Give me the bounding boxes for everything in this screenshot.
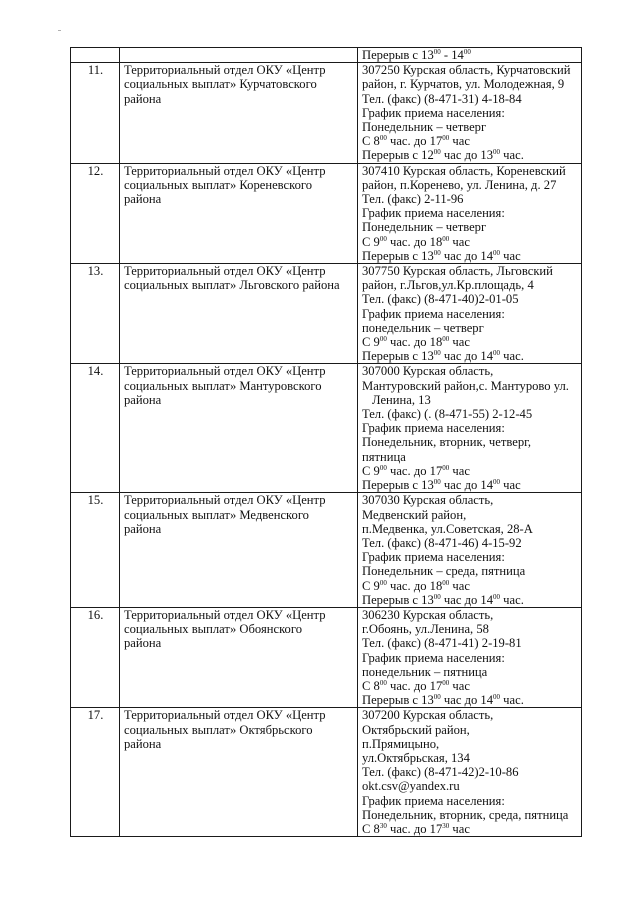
address-line: 307410 Курская область, Кореневский xyxy=(362,163,566,178)
office-name xyxy=(120,493,358,608)
hours-to-sup: 00 xyxy=(442,234,450,243)
cell-num xyxy=(71,48,120,63)
schedule-days: Понедельник, вторник, среда, пятница xyxy=(362,807,569,822)
schedule-title: График приема населения: xyxy=(362,550,505,565)
address-line: 307200 Курская область, xyxy=(362,708,494,723)
hours-mid: час. до 18 xyxy=(386,335,443,350)
office-name-line: социальных выплат» Обоянского xyxy=(124,622,302,637)
office-name-line: района xyxy=(124,736,162,751)
office-info xyxy=(358,708,582,837)
working-hours xyxy=(362,235,578,249)
row-number: 12. xyxy=(71,163,120,263)
break-to-sup: 00 xyxy=(493,148,501,157)
table-row xyxy=(71,607,582,707)
office-info xyxy=(358,364,582,493)
hours-mid: час. до 18 xyxy=(386,234,443,249)
office-info xyxy=(358,264,582,364)
row-number: 13. xyxy=(71,264,120,364)
hours-prefix: С 8 xyxy=(362,821,380,836)
break-to-sup: 00 xyxy=(493,477,501,486)
break-from-sup: 00 xyxy=(433,477,441,486)
hours-to-sup: 00 xyxy=(442,334,450,343)
hours-from-sup: 00 xyxy=(379,134,387,143)
hours-from-sup: 00 xyxy=(379,234,387,243)
break-to-sup: 00 xyxy=(493,592,501,601)
break-hours xyxy=(362,349,578,363)
address-line: 306230 Курская область, xyxy=(362,607,494,622)
hours-from-sup: 00 xyxy=(379,463,387,472)
office-name-line: района xyxy=(124,392,162,407)
hours-prefix: С 9 xyxy=(362,234,380,249)
break-from-sup: 00 xyxy=(433,248,441,257)
break-mid: час до 14 xyxy=(440,592,494,607)
phone-line: Тел. (факс) (8-471-46) 4-15-92 xyxy=(362,535,522,550)
working-hours xyxy=(362,579,578,593)
row-number: 17. xyxy=(71,708,120,837)
break-suffix: час. xyxy=(500,349,524,364)
break-prefix: Перерыв с 13 xyxy=(362,478,434,493)
working-hours xyxy=(362,464,578,478)
office-name-line: социальных выплат» Октябрьского xyxy=(124,722,313,737)
phone-line: Тел. (факс) (8-471-41) 2-19-81 xyxy=(362,636,522,651)
break-prefix: Перерыв с 13 xyxy=(362,349,434,364)
schedule-title: График приема населения: xyxy=(362,650,505,665)
phone-line: Тел. (факс) (. (8-471-55) 2-12-45 xyxy=(362,407,533,422)
office-name-line: Территориальный отдел ОКУ «Центр xyxy=(124,364,326,379)
office-info xyxy=(358,493,582,608)
table-row xyxy=(71,264,582,364)
address-line: Ленина, 13 xyxy=(372,392,431,407)
address-line: район, г.Льгов,ул.Кр.площадь, 4 xyxy=(362,278,534,293)
break-suffix: час. xyxy=(500,148,524,163)
hours-to-sup: 00 xyxy=(442,678,450,687)
break-hours xyxy=(362,249,578,263)
address-line: п.Медвенка, ул.Советская, 28-А xyxy=(362,521,533,536)
break-mid: час до 14 xyxy=(440,349,494,364)
office-name-line: Территориальный отдел ОКУ «Центр xyxy=(124,163,326,178)
address-line: 307750 Курская область, Льговский xyxy=(362,264,553,279)
table-row xyxy=(71,364,582,493)
hours-prefix: С 8 xyxy=(362,134,380,149)
row-number: 14. xyxy=(71,364,120,493)
schedule-title: График приема населения: xyxy=(362,421,505,436)
cell-info xyxy=(358,48,582,63)
cell-name xyxy=(120,48,358,63)
phone-line: Тел. (факс) (8-471-40)2-01-05 xyxy=(362,292,519,307)
office-name-line: социальных выплат» Мантуровского xyxy=(124,378,322,393)
address-line: 307030 Курская область, xyxy=(362,493,494,508)
table-row xyxy=(71,63,582,163)
break-hours xyxy=(362,693,578,707)
break-hours-line xyxy=(362,48,578,62)
break-suffix: час xyxy=(500,478,521,493)
office-name-line: социальных выплат» Медвенского xyxy=(124,507,309,522)
office-name-line: района xyxy=(124,636,162,651)
office-info xyxy=(358,63,582,163)
hours-mid: час. до 17 xyxy=(386,463,443,478)
break-prefix: Перерыв с 13 xyxy=(362,693,434,708)
break-to-sup: 00 xyxy=(493,248,501,257)
hours-mid: час. до 17 xyxy=(386,134,443,149)
office-name-line: района xyxy=(124,521,162,536)
working-hours xyxy=(362,822,578,836)
table-row xyxy=(71,163,582,263)
page-corner-mark xyxy=(58,30,61,31)
break-hours xyxy=(362,593,578,607)
table-row xyxy=(71,493,582,608)
hours-to-sup: 00 xyxy=(442,578,450,587)
address-line: район, г. Курчатов, ул. Молодежная, 9 xyxy=(362,77,565,92)
hours-from-sup: 30 xyxy=(379,821,387,830)
break-from-sup: 00 xyxy=(433,692,441,701)
schedule-days-extra: пятница xyxy=(362,449,406,464)
row-number: 11. xyxy=(71,63,120,163)
office-name-line: Территориальный отдел ОКУ «Центр xyxy=(124,493,326,508)
hours-mid: час. до 17 xyxy=(386,678,443,693)
hours-suffix: час xyxy=(449,578,470,593)
hours-suffix: час xyxy=(449,335,470,350)
hours-suffix: час xyxy=(449,463,470,478)
break-dash: - 14 xyxy=(440,48,464,62)
schedule-title: График приема населения: xyxy=(362,306,505,321)
hours-from-sup: 00 xyxy=(379,678,387,687)
address-line: ул.Октябрьская, 134 xyxy=(362,750,470,765)
break-mid: час до 14 xyxy=(440,248,494,263)
schedule-days: Понедельник – четверг xyxy=(362,220,487,235)
office-info xyxy=(358,607,582,707)
table-row-continuation xyxy=(71,48,582,63)
hours-from-sup: 00 xyxy=(379,334,387,343)
break-to-sup: 00 xyxy=(493,349,501,358)
hours-prefix: С 9 xyxy=(362,463,380,478)
address-line: Мантуровский район,с. Мантурово ул. xyxy=(362,378,569,393)
email-line: okt.csv@yandex.ru xyxy=(362,779,460,794)
break-to-sup: 00 xyxy=(463,47,471,56)
office-name-line: Территориальный отдел ОКУ «Центр xyxy=(124,264,326,279)
break-from-sup: 00 xyxy=(433,148,441,157)
address-line: п.Прямицыно, xyxy=(362,736,440,751)
phone-line: Тел. (факс) 2-11-96 xyxy=(362,192,464,207)
phone-line: Тел. (факс) (8-471-42)2-10-86 xyxy=(362,765,519,780)
break-suffix: час xyxy=(500,248,521,263)
office-name-line: района xyxy=(124,91,162,106)
break-prefix: Перерыв с 13 xyxy=(362,248,434,263)
address-line: район, п.Коренево, ул. Ленина, д. 27 xyxy=(362,177,557,192)
hours-suffix: час xyxy=(449,821,470,836)
working-hours xyxy=(362,679,578,693)
schedule-days: Понедельник, вторник, четверг, xyxy=(362,435,532,450)
schedule-days: понедельник – четверг xyxy=(362,320,484,335)
break-mid: час до 13 xyxy=(440,148,494,163)
address-line: 307250 Курская область, Курчатовский xyxy=(362,63,571,78)
office-name-line: Территориальный отдел ОКУ «Центр xyxy=(124,708,326,723)
row-number: 16. xyxy=(71,607,120,707)
hours-to-sup: 00 xyxy=(442,463,450,472)
office-info xyxy=(358,163,582,263)
break-suffix: час. xyxy=(500,693,524,708)
hours-prefix: С 8 xyxy=(362,678,380,693)
office-name-line: района xyxy=(124,192,162,207)
break-hours xyxy=(362,478,578,492)
schedule-days: понедельник – пятница xyxy=(362,664,488,679)
break-mid: час до 14 xyxy=(440,478,494,493)
table-row xyxy=(71,708,582,837)
office-name-line: Территориальный отдел ОКУ «Центр xyxy=(124,63,326,78)
break-suffix: час. xyxy=(500,592,524,607)
hours-suffix: час xyxy=(449,234,470,249)
schedule-title: График приема населения: xyxy=(362,206,505,221)
address-line: Октябрьский район, xyxy=(362,722,470,737)
address-line: г.Обоянь, ул.Ленина, 58 xyxy=(362,622,489,637)
hours-mid: час. до 18 xyxy=(386,578,443,593)
office-name xyxy=(120,708,358,837)
offices-table xyxy=(70,47,582,837)
break-label: Перерыв с 13 xyxy=(362,48,434,62)
phone-line: Тел. (факс) (8-471-31) 4-18-84 xyxy=(362,91,522,106)
break-from-sup: 00 xyxy=(433,47,441,56)
office-name xyxy=(120,63,358,163)
office-name xyxy=(120,264,358,364)
hours-prefix: С 9 xyxy=(362,335,380,350)
break-from-sup: 00 xyxy=(433,349,441,358)
hours-suffix: час xyxy=(449,134,470,149)
hours-prefix: С 9 xyxy=(362,578,380,593)
break-prefix: Перерыв с 12 xyxy=(362,148,434,163)
row-number: 15. xyxy=(71,493,120,608)
break-from-sup: 00 xyxy=(433,592,441,601)
office-name-line: социальных выплат» Кореневского xyxy=(124,177,313,192)
working-hours xyxy=(362,134,578,148)
break-mid: час до 14 xyxy=(440,693,494,708)
office-name xyxy=(120,163,358,263)
office-name-line: социальных выплат» Курчатовского xyxy=(124,77,317,92)
break-prefix: Перерыв с 13 xyxy=(362,592,434,607)
schedule-days: Понедельник – среда, пятница xyxy=(362,564,526,579)
office-name-line: Территориальный отдел ОКУ «Центр xyxy=(124,607,326,622)
hours-suffix: час xyxy=(449,678,470,693)
hours-mid: час. до 17 xyxy=(386,821,443,836)
office-name-line: социальных выплат» Льговского района xyxy=(124,278,340,293)
address-line: 307000 Курская область, xyxy=(362,364,494,379)
hours-to-sup: 00 xyxy=(442,134,450,143)
working-hours xyxy=(362,335,578,349)
hours-to-sup: 30 xyxy=(442,821,450,830)
hours-from-sup: 00 xyxy=(379,578,387,587)
address-line: Медвенский район, xyxy=(362,507,467,522)
office-name xyxy=(120,364,358,493)
schedule-title: График приема населения: xyxy=(362,793,505,808)
schedule-title: График приема населения: xyxy=(362,105,505,120)
schedule-days: Понедельник – четверг xyxy=(362,120,487,135)
break-hours xyxy=(362,148,578,162)
break-to-sup: 00 xyxy=(493,692,501,701)
office-name xyxy=(120,607,358,707)
